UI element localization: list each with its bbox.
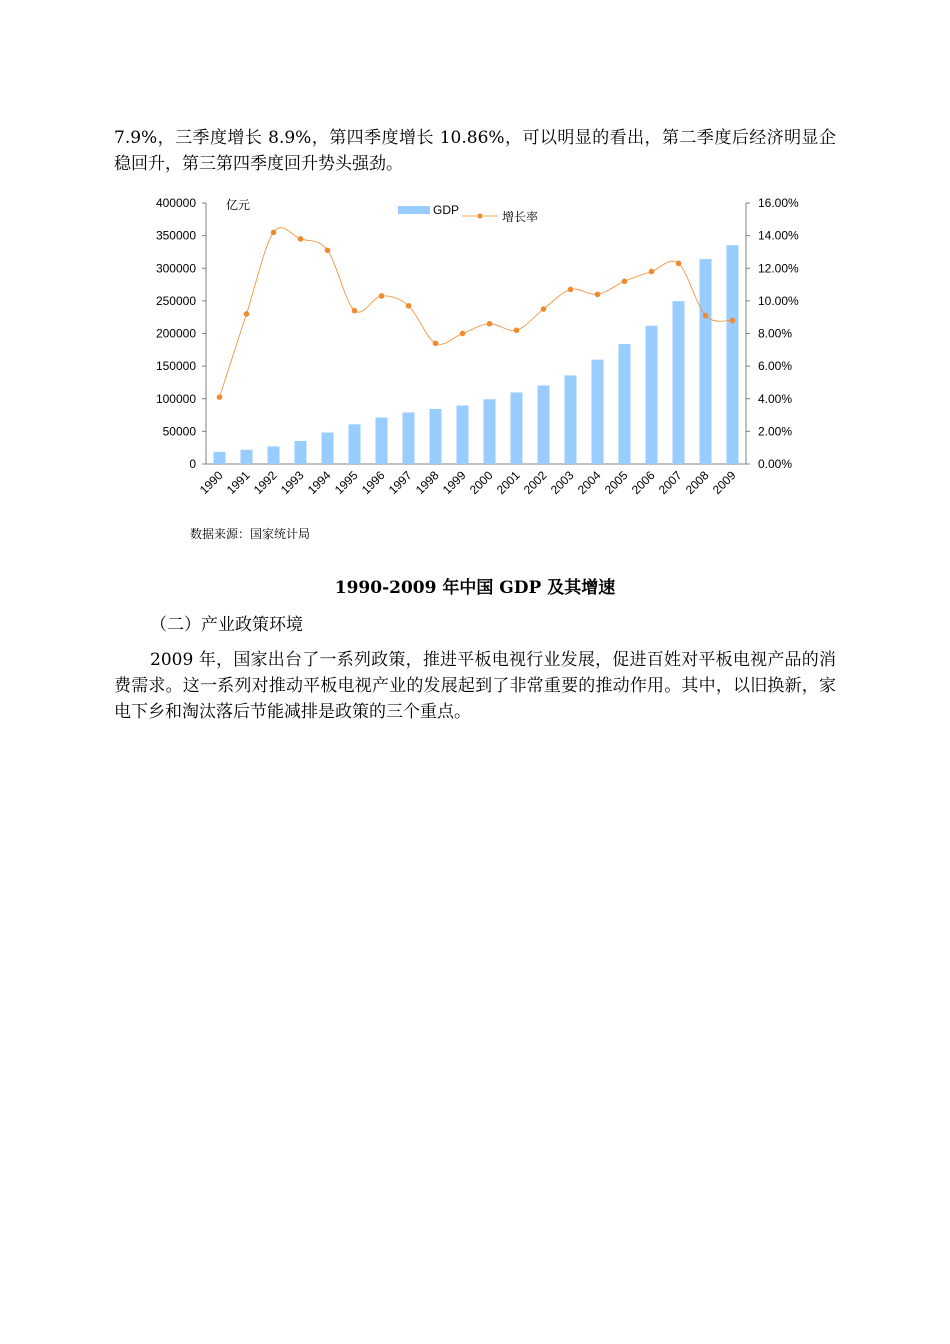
gdp-bar: [484, 399, 496, 464]
x-tick-label: 2001: [493, 468, 523, 498]
y-right-tick-label: 16.00%: [758, 196, 799, 210]
gdp-chart-svg: [140, 190, 820, 550]
y-right-tick-label: 4.00%: [758, 391, 793, 406]
y-right-tick-label: 14.00%: [758, 228, 799, 243]
gdp-bar: [322, 433, 334, 464]
x-tick-label: 1996: [358, 468, 388, 498]
intro-paragraph: 7.9%，三季度增长 8.9%，第四季度增长 10.86%，可以明显的看出，第二季度后经济明显企稳回升，第三第四季度回升势头强劲。: [114, 128, 836, 174]
y-left-tick-label: 150000: [155, 359, 196, 374]
x-tick-label: 2009: [709, 468, 739, 498]
source-note: 数据来源：国家统计局: [190, 527, 311, 541]
legend-gdp-swatch: [398, 206, 430, 214]
x-tick-label: 2007: [655, 468, 685, 498]
x-tick-label: 1992: [250, 468, 280, 498]
y-left-tick-label: 100000: [155, 391, 196, 406]
gdp-bar: [349, 424, 361, 464]
growth-rate-point: [352, 308, 358, 314]
gdp-bar: [295, 441, 307, 464]
gdp-bar: [376, 418, 388, 464]
gdp-bar: [727, 245, 739, 464]
growth-rate-point: [379, 293, 385, 299]
gdp-bar: [592, 360, 604, 464]
x-tick-label: 1993: [277, 468, 307, 498]
y-left-tick-label: 400000: [155, 196, 196, 210]
gdp-bar: [565, 375, 577, 464]
legend-rate-label: 增长率: [502, 210, 539, 224]
x-tick-label: 1999: [439, 468, 469, 498]
x-tick-label: 1998: [412, 468, 442, 498]
gdp-bar: [673, 301, 685, 464]
legend-gdp-label: GDP: [433, 203, 460, 217]
gdp-bar: [403, 412, 415, 464]
x-tick-label: 1990: [196, 468, 226, 498]
growth-rate-point: [406, 303, 412, 309]
legend-rate-marker: [478, 214, 483, 219]
x-tick-label: 2003: [547, 468, 577, 498]
gdp-bar: [241, 450, 253, 464]
growth-rate-point: [676, 261, 682, 267]
growth-rate-point: [460, 331, 466, 337]
gdp-bar: [430, 409, 442, 464]
x-tick-label: 2006: [628, 468, 658, 498]
y-right-tick-label: 2.00%: [758, 424, 793, 439]
growth-rate-point: [622, 279, 628, 285]
gdp-bar: [700, 259, 712, 464]
growth-rate-point: [433, 340, 439, 346]
y-left-tick-label: 0: [189, 457, 196, 471]
x-tick-label: 2000: [466, 468, 496, 498]
gdp-chart: [140, 190, 820, 550]
x-tick-label: 2002: [520, 468, 550, 498]
growth-rate-point: [244, 311, 250, 317]
y-right-tick-label: 12.00%: [758, 261, 799, 276]
y-left-tick-label: 250000: [155, 293, 196, 308]
gdp-bar: [511, 392, 523, 464]
gdp-bar: [214, 452, 226, 464]
growth-rate-point: [541, 306, 547, 312]
x-tick-label: 2004: [574, 468, 604, 498]
growth-rate-point: [514, 327, 520, 333]
gdp-bar: [538, 385, 550, 464]
growth-rate-point: [595, 292, 601, 298]
gdp-bar: [646, 326, 658, 464]
growth-rate-point: [487, 321, 493, 327]
growth-rate-point: [730, 318, 736, 324]
y-left-tick-label: 200000: [155, 326, 196, 341]
gdp-bar: [619, 344, 631, 464]
x-tick-label: 1994: [304, 468, 334, 498]
x-tick-label: 1995: [331, 468, 361, 498]
y-right-tick-label: 6.00%: [758, 359, 793, 374]
y-left-unit-label: 亿元: [226, 198, 251, 212]
y-left-tick-label: 50000: [162, 424, 196, 439]
growth-rate-point: [703, 313, 709, 319]
policy-paragraph: 2009 年，国家出台了一系列政策，推进平板电视行业发展，促进百姓对平板电视产品的消费需求。这一系列对推动平板电视产业的发展起到了非常重要的推动作用。其中，以旧换新，家电下乡和淘汰落后节能减排是政策的三个重点。: [114, 650, 836, 722]
growth-rate-point: [217, 394, 223, 400]
y-right-tick-label: 10.00%: [758, 293, 799, 308]
y-right-tick-label: 0.00%: [758, 457, 793, 471]
growth-rate-point: [649, 269, 655, 275]
x-tick-label: 1997: [385, 468, 415, 498]
x-tick-label: 2008: [682, 468, 712, 498]
growth-rate-point: [271, 230, 277, 236]
growth-rate-point: [325, 248, 331, 254]
y-left-tick-label: 300000: [155, 261, 196, 276]
gdp-bar: [268, 446, 280, 464]
y-left-tick-label: 350000: [155, 228, 196, 243]
gdp-bar: [457, 405, 469, 464]
growth-rate-point: [568, 287, 574, 293]
y-right-tick-label: 8.00%: [758, 326, 793, 341]
x-tick-label: 1991: [223, 468, 253, 498]
chart-caption: 1990-2009 年中国 GDP 及其增速: [334, 578, 616, 598]
x-tick-label: 2005: [601, 468, 631, 498]
section-heading: （二）产业政策环境: [150, 615, 303, 635]
growth-rate-point: [298, 236, 304, 242]
